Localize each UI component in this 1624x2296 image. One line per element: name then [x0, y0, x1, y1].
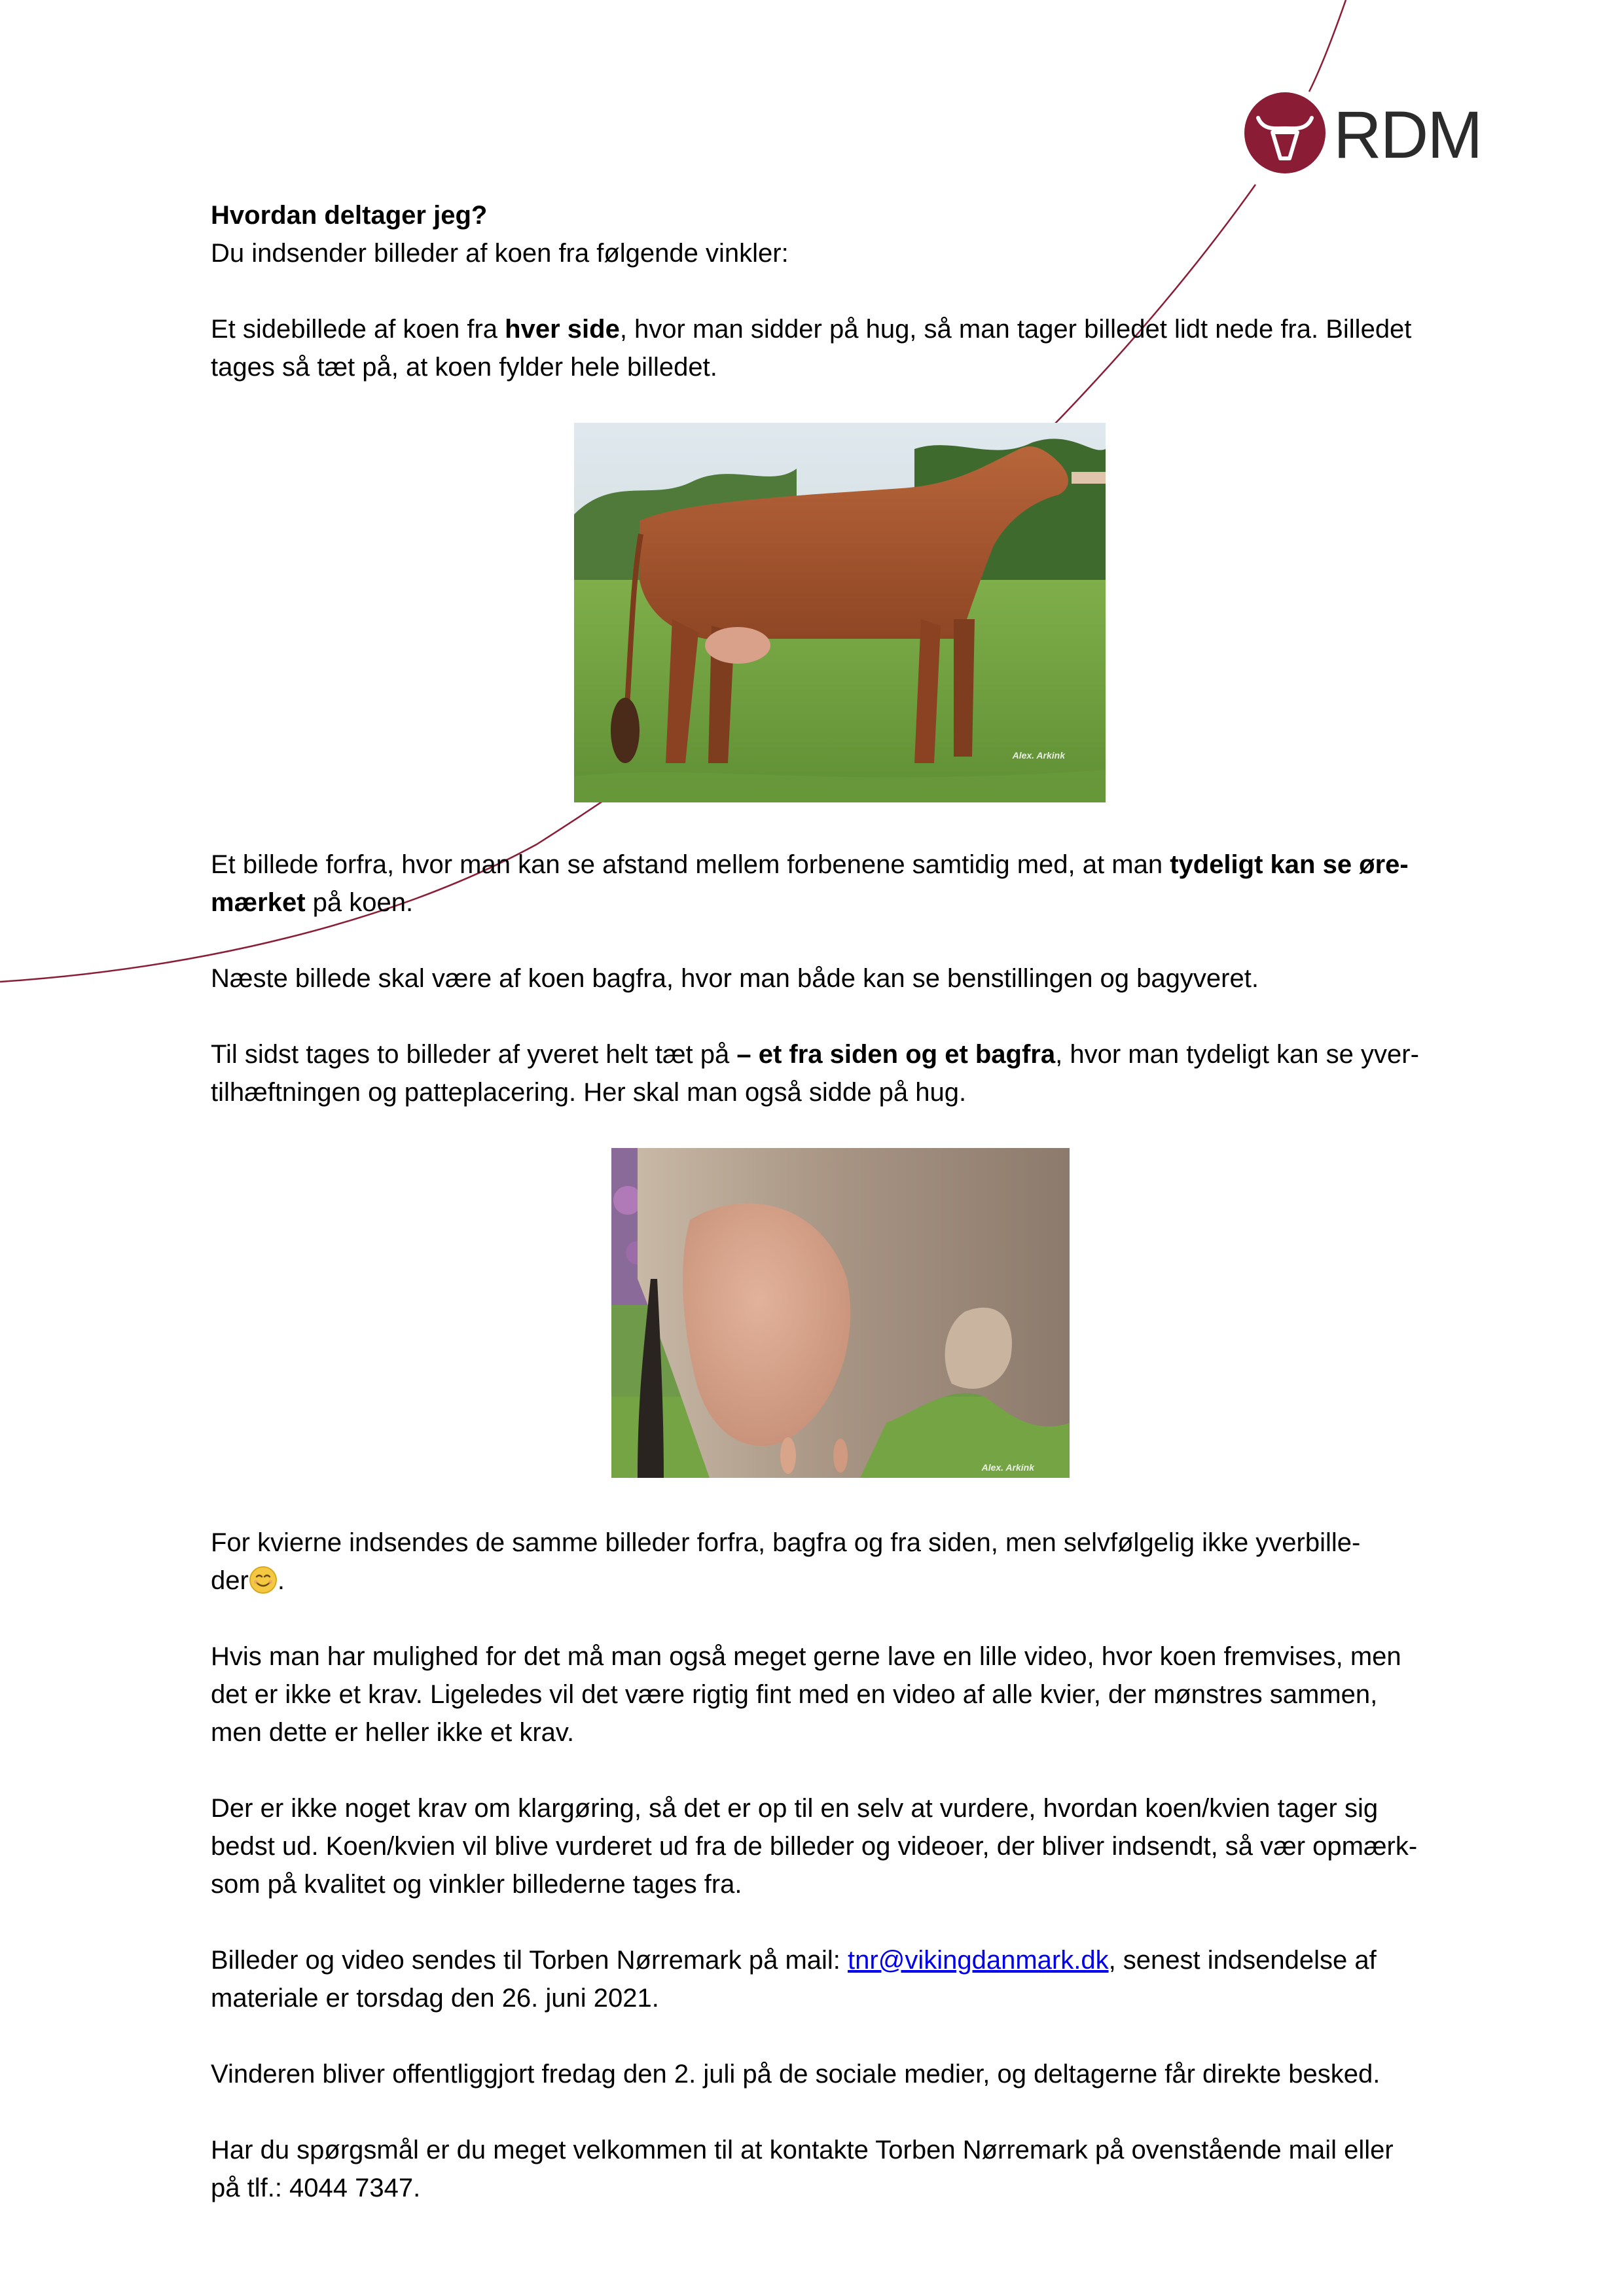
paragraph-video-line2: det er ikke et krav. Ligeledes vil det være rigtig fint med en video af alle kvier, der mønstres sammen,	[211, 1680, 1378, 1709]
p8-text-c: , senest indsendelse af	[1108, 1946, 1377, 1975]
paragraph-front-photo	[211, 846, 1409, 884]
paragraph-winner: Vinderen bliver offentliggjort fredag den 2. juli på de sociale medier, og deltagerne får direkte besked.	[211, 2060, 1380, 2089]
p2-bold-line2: mærket	[211, 888, 306, 917]
paragraph-grooming: Der er ikke noget krav om klargøring, så det er op til en selv at vurdere, hvordan koen/kvien tager sig	[211, 1794, 1379, 1823]
p1-bold: hver side	[505, 315, 620, 344]
paragraph-side-photo	[211, 310, 1411, 348]
paragraph-side-photo-line2: tages så tæt på, at koen fylder hele billedet.	[211, 353, 717, 382]
p2-text-c: på koen.	[305, 888, 414, 917]
paragraph-contact-line2: på tlf.: 4044 7347.	[211, 2174, 421, 2202]
cow-side-photo	[574, 423, 1106, 802]
photo-credit-1: Alex. Arkink	[1012, 750, 1065, 761]
paragraph-contact: Har du spørgsmål er du meget velkommen til at kontakte Torben Nørremark på ovenstående mail eller	[211, 2136, 1394, 2164]
p1-text-c: , hvor man sidder på hug, så man tager billedet lidt nede fra. Billedet	[619, 315, 1412, 344]
paragraph-submission	[211, 1941, 1377, 1979]
p4-bold: – et fra siden og et bagfra	[736, 1040, 1056, 1069]
p5-text-a: der	[211, 1566, 249, 1595]
bull-head-icon	[1244, 92, 1326, 174]
paragraph-udder-photos-line2: tilhæftningen og patteplacering. Her skal man også sidde på hug.	[211, 1078, 967, 1107]
paragraph-submission-line2: materiale er torsdag den 26. juni 2021.	[211, 1984, 659, 2013]
paragraph-video-line3: men dette er heller ikke et krav.	[211, 1718, 575, 1747]
p4-text-c: , hvor man tydeligt kan se yver-	[1055, 1040, 1419, 1069]
intro-text: Du indsender billeder af koen fra følgende vinkler:	[211, 239, 789, 268]
p4-text-a: Til sidst tages to billeder af yveret helt tæt på	[211, 1040, 737, 1069]
paragraph-video: Hvis man har mulighed for det må man også meget gerne lave en lille video, hvor koen fremvises, men	[211, 1642, 1401, 1671]
paragraph-udder-photos	[211, 1035, 1419, 1073]
page-heading: Hvordan deltager jeg?	[211, 201, 488, 230]
paragraph-grooming-line2: bedst ud. Koen/kvien vil blive vurderet ud fra de billeder og videoer, der bliver indsendt, så vær opmærk-	[211, 1832, 1418, 1861]
paragraph-rear-photo: Næste billede skal være af koen bagfra, hvor man både kan se benstillingen og bagyveret.	[211, 964, 1259, 993]
paragraph-heifers-line2	[211, 1562, 285, 1600]
udder-photo	[611, 1148, 1070, 1478]
p8-text-a: Billeder og video sendes til Torben Nørremark på mail:	[211, 1946, 848, 1975]
smiley-icon	[249, 1566, 278, 1594]
paragraph-heifers: For kvierne indsendes de samme billeder forfra, bagfra og fra siden, men selvfølgelig ikke yverbille-	[211, 1528, 1361, 1557]
paragraph-grooming-line3: som på kvalitet og vinkler billederne tages fra.	[211, 1870, 742, 1899]
email-link[interactable]: tnr@vikingdanmark.dk	[848, 1946, 1109, 1975]
p2-text-a: Et billede forfra, hvor man kan se afstand mellem forbenene samtidig med, at man	[211, 850, 1170, 879]
p1-text-a: Et sidebillede af koen fra	[211, 315, 505, 344]
paragraph-front-photo-line2	[211, 884, 413, 922]
logo-text: RDM	[1333, 98, 1482, 172]
p5-text-b: .	[277, 1566, 285, 1595]
p2-bold: tydeligt kan se øre-	[1170, 850, 1409, 879]
photo-credit-2: Alex. Arkink	[981, 1462, 1034, 1473]
